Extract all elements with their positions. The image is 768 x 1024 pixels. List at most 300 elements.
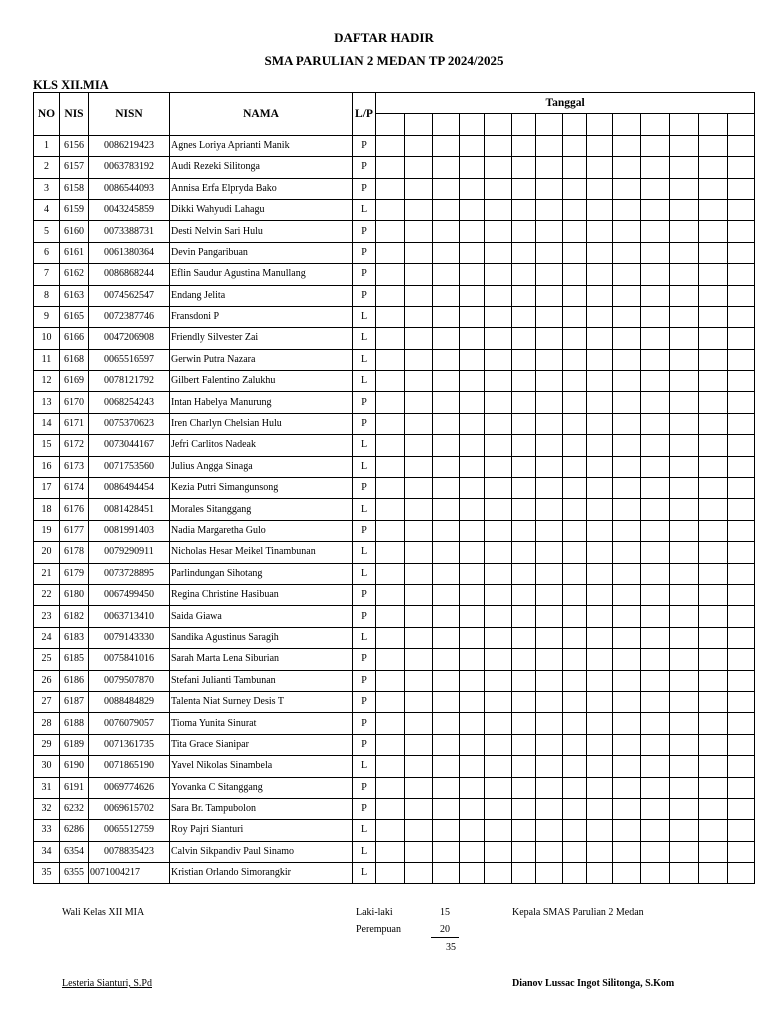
- attendance-cell: [485, 606, 512, 627]
- attendance-cell: [587, 798, 613, 819]
- attendance-cell: [699, 306, 728, 327]
- student-name: Yovanka C Sitanggang: [170, 777, 353, 798]
- attendance-cell: [460, 542, 485, 563]
- student-name: Intan Habelya Manurung: [170, 392, 353, 413]
- attendance-cell: [405, 841, 433, 862]
- attendance-cell: [641, 435, 670, 456]
- student-row: [34, 199, 755, 220]
- student-no: 17: [34, 478, 60, 499]
- attendance-cell: [512, 242, 536, 263]
- student-nis: 6165: [60, 306, 89, 327]
- attendance-cell: [613, 798, 641, 819]
- attendance-cell: [587, 178, 613, 199]
- attendance-cell: [433, 478, 460, 499]
- student-nisn: 0047206908: [89, 328, 170, 349]
- attendance-cell: [587, 756, 613, 777]
- total-count: 35: [446, 942, 456, 953]
- attendance-cell: [433, 563, 460, 584]
- attendance-cell: [460, 135, 485, 156]
- attendance-cell: [699, 499, 728, 520]
- student-nisn: 0061380364: [89, 242, 170, 263]
- attendance-cell: [728, 820, 755, 841]
- attendance-cell: [512, 606, 536, 627]
- attendance-cell: [641, 349, 670, 370]
- attendance-cell: [613, 820, 641, 841]
- student-nis: 6160: [60, 221, 89, 242]
- attendance-cell: [405, 713, 433, 734]
- attendance-cell: [485, 649, 512, 670]
- student-gender: L: [353, 499, 376, 520]
- attendance-cell: [641, 563, 670, 584]
- header-lp: L/P: [353, 93, 376, 136]
- student-name: Saida Giawa: [170, 606, 353, 627]
- student-row: [34, 777, 755, 798]
- attendance-cell: [699, 734, 728, 755]
- student-name: Agnes Loriya Aprianti Manik: [170, 135, 353, 156]
- attendance-cell: [536, 392, 563, 413]
- attendance-cell: [728, 285, 755, 306]
- attendance-cell: [613, 520, 641, 541]
- attendance-cell: [536, 135, 563, 156]
- attendance-cell: [670, 627, 699, 648]
- attendance-cell: [512, 563, 536, 584]
- attendance-cell: [613, 627, 641, 648]
- attendance-cell: [512, 499, 536, 520]
- attendance-cell: [613, 863, 641, 884]
- attendance-cell: [405, 670, 433, 691]
- attendance-cell: [405, 306, 433, 327]
- attendance-cell: [460, 456, 485, 477]
- attendance-cell: [536, 478, 563, 499]
- student-nisn: 0086868244: [89, 264, 170, 285]
- attendance-cell: [728, 328, 755, 349]
- student-row: [34, 221, 755, 242]
- student-nis: 6156: [60, 135, 89, 156]
- student-row: [34, 520, 755, 541]
- attendance-cell: [376, 221, 405, 242]
- student-nisn: 0072387746: [89, 306, 170, 327]
- laki-laki-label: Laki-laki: [356, 907, 393, 918]
- attendance-cell: [512, 178, 536, 199]
- attendance-cell: [485, 221, 512, 242]
- attendance-cell: [485, 285, 512, 306]
- attendance-cell: [536, 542, 563, 563]
- attendance-cell: [641, 199, 670, 220]
- student-nisn: 0071865190: [89, 756, 170, 777]
- attendance-cell: [641, 820, 670, 841]
- attendance-cell: [512, 221, 536, 242]
- attendance-cell: [460, 157, 485, 178]
- student-nis: 6161: [60, 242, 89, 263]
- attendance-cell: [613, 285, 641, 306]
- attendance-cell: [728, 863, 755, 884]
- attendance-cell: [433, 584, 460, 605]
- attendance-cell: [670, 135, 699, 156]
- attendance-cell: [587, 584, 613, 605]
- attendance-cell: [460, 328, 485, 349]
- student-no: 29: [34, 734, 60, 755]
- student-nis: 6171: [60, 413, 89, 434]
- student-name: Talenta Niat Surney Desis T: [170, 691, 353, 712]
- attendance-cell: [641, 520, 670, 541]
- attendance-cell: [512, 264, 536, 285]
- attendance-cell: [536, 691, 563, 712]
- attendance-cell: [512, 371, 536, 392]
- attendance-cell: [376, 563, 405, 584]
- attendance-cell: [460, 371, 485, 392]
- attendance-cell: [728, 392, 755, 413]
- student-no: 15: [34, 435, 60, 456]
- attendance-cell: [587, 627, 613, 648]
- attendance-cell: [433, 242, 460, 263]
- student-row: [34, 563, 755, 584]
- attendance-cell: [613, 264, 641, 285]
- attendance-cell: [376, 499, 405, 520]
- attendance-cell: [699, 798, 728, 819]
- attendance-cell: [670, 777, 699, 798]
- student-nis: 6191: [60, 777, 89, 798]
- student-row: [34, 798, 755, 819]
- attendance-cell: [641, 478, 670, 499]
- attendance-cell: [376, 199, 405, 220]
- attendance-cell: [670, 456, 699, 477]
- attendance-cell: [670, 328, 699, 349]
- sum-underline: [431, 937, 459, 938]
- student-nisn: 0079507870: [89, 670, 170, 691]
- attendance-cell: [563, 285, 587, 306]
- student-nis: 6190: [60, 756, 89, 777]
- attendance-cell: [405, 221, 433, 242]
- student-no: 8: [34, 285, 60, 306]
- attendance-cell: [613, 371, 641, 392]
- student-nisn: 0081991403: [89, 520, 170, 541]
- wali-kelas-label: Wali Kelas XII MIA: [62, 907, 145, 918]
- student-no: 2: [34, 157, 60, 178]
- attendance-cell: [376, 777, 405, 798]
- attendance-cell: [536, 371, 563, 392]
- attendance-cell: [699, 691, 728, 712]
- student-name: Roy Pajri Sianturi: [170, 820, 353, 841]
- attendance-cell: [512, 456, 536, 477]
- attendance-cell: [512, 841, 536, 862]
- attendance-cell: [460, 649, 485, 670]
- student-no: 28: [34, 713, 60, 734]
- student-no: 9: [34, 306, 60, 327]
- kepala-sekolah-label: Kepala SMAS Parulian 2 Medan: [512, 907, 644, 918]
- attendance-cell: [536, 413, 563, 434]
- student-row: [34, 649, 755, 670]
- attendance-cell: [376, 713, 405, 734]
- attendance-cell: [613, 734, 641, 755]
- attendance-cell: [376, 328, 405, 349]
- attendance-cell: [641, 285, 670, 306]
- student-nis: 6168: [60, 349, 89, 370]
- student-no: 23: [34, 606, 60, 627]
- attendance-cell: [641, 413, 670, 434]
- student-nis: 6187: [60, 691, 89, 712]
- attendance-cell: [728, 756, 755, 777]
- attendance-cell: [405, 798, 433, 819]
- attendance-cell: [536, 285, 563, 306]
- attendance-cell: [728, 606, 755, 627]
- attendance-cell: [670, 563, 699, 584]
- student-name: Jefri Carlitos Nadeak: [170, 435, 353, 456]
- student-nis: 6185: [60, 649, 89, 670]
- attendance-cell: [587, 820, 613, 841]
- attendance-cell: [376, 413, 405, 434]
- attendance-cell: [512, 584, 536, 605]
- attendance-cell: [699, 264, 728, 285]
- attendance-cell: [563, 713, 587, 734]
- student-row: [34, 285, 755, 306]
- student-gender: L: [353, 563, 376, 584]
- attendance-cell: [536, 221, 563, 242]
- attendance-cell: [587, 242, 613, 263]
- attendance-cell: [699, 221, 728, 242]
- student-nisn: 0065516597: [89, 349, 170, 370]
- attendance-cell: [728, 349, 755, 370]
- attendance-cell: [587, 264, 613, 285]
- student-name: Endang Jelita: [170, 285, 353, 306]
- attendance-cell: [536, 157, 563, 178]
- attendance-cell: [670, 670, 699, 691]
- attendance-cell: [376, 820, 405, 841]
- attendance-cell: [485, 264, 512, 285]
- student-name: Kezia Putri Simangunsong: [170, 478, 353, 499]
- attendance-cell: [728, 456, 755, 477]
- student-gender: L: [353, 199, 376, 220]
- attendance-cell: [485, 157, 512, 178]
- student-row: [34, 135, 755, 156]
- student-name: Iren Charlyn Chelsian Hulu: [170, 413, 353, 434]
- attendance-cell: [699, 328, 728, 349]
- attendance-cell: [512, 798, 536, 819]
- attendance-cell: [728, 627, 755, 648]
- attendance-cell: [485, 242, 512, 263]
- student-name: Morales Sitanggang: [170, 499, 353, 520]
- attendance-cell: [563, 670, 587, 691]
- attendance-cell: [485, 584, 512, 605]
- attendance-cell: [433, 264, 460, 285]
- date-cell: [563, 114, 587, 135]
- date-cell: [376, 114, 405, 135]
- attendance-cell: [512, 413, 536, 434]
- wali-kelas-name: Lesteria Sianturi, S.Pd: [62, 978, 152, 989]
- student-nisn: 0065512759: [89, 820, 170, 841]
- attendance-cell: [641, 734, 670, 755]
- date-cell: [433, 114, 460, 135]
- attendance-cell: [485, 756, 512, 777]
- student-nisn: 0088484829: [89, 691, 170, 712]
- attendance-cell: [485, 349, 512, 370]
- attendance-cell: [728, 499, 755, 520]
- attendance-cell: [460, 798, 485, 819]
- student-nis: 6162: [60, 264, 89, 285]
- attendance-cell: [641, 392, 670, 413]
- attendance-cell: [563, 371, 587, 392]
- student-gender: L: [353, 306, 376, 327]
- attendance-cell: [512, 349, 536, 370]
- date-cell: [641, 114, 670, 135]
- student-gender: P: [353, 606, 376, 627]
- attendance-cell: [376, 863, 405, 884]
- attendance-cell: [485, 435, 512, 456]
- attendance-cell: [613, 306, 641, 327]
- attendance-cell: [460, 563, 485, 584]
- student-row: [34, 841, 755, 862]
- attendance-cell: [587, 456, 613, 477]
- attendance-cell: [563, 135, 587, 156]
- attendance-cell: [563, 691, 587, 712]
- attendance-cell: [613, 349, 641, 370]
- attendance-cell: [460, 841, 485, 862]
- student-nisn: 0079143330: [89, 627, 170, 648]
- attendance-cell: [613, 435, 641, 456]
- student-nis: 6186: [60, 670, 89, 691]
- attendance-cell: [699, 242, 728, 263]
- attendance-cell: [376, 178, 405, 199]
- student-gender: L: [353, 435, 376, 456]
- student-row: [34, 328, 755, 349]
- attendance-cell: [405, 135, 433, 156]
- attendance-cell: [536, 863, 563, 884]
- student-no: 32: [34, 798, 60, 819]
- student-row: [34, 606, 755, 627]
- student-no: 33: [34, 820, 60, 841]
- student-gender: P: [353, 221, 376, 242]
- attendance-cell: [670, 221, 699, 242]
- attendance-cell: [699, 713, 728, 734]
- student-nis: 6182: [60, 606, 89, 627]
- attendance-cell: [536, 456, 563, 477]
- attendance-cell: [512, 478, 536, 499]
- attendance-cell: [512, 435, 536, 456]
- student-nis: 6159: [60, 199, 89, 220]
- student-nis: 6169: [60, 371, 89, 392]
- attendance-cell: [728, 178, 755, 199]
- student-nisn: 0086544093: [89, 178, 170, 199]
- student-nisn: 0063713410: [89, 606, 170, 627]
- student-gender: P: [353, 520, 376, 541]
- student-nis: 6188: [60, 713, 89, 734]
- student-nisn: 0063783192: [89, 157, 170, 178]
- attendance-cell: [699, 478, 728, 499]
- attendance-cell: [563, 435, 587, 456]
- student-nis: 6179: [60, 563, 89, 584]
- attendance-cell: [376, 756, 405, 777]
- attendance-cell: [460, 670, 485, 691]
- attendance-cell: [376, 520, 405, 541]
- student-gender: P: [353, 413, 376, 434]
- date-cell: [699, 114, 728, 135]
- student-no: 21: [34, 563, 60, 584]
- attendance-cell: [670, 349, 699, 370]
- student-nisn: 0079290911: [89, 542, 170, 563]
- student-name: Dikki Wahyudi Lahagu: [170, 199, 353, 220]
- attendance-cell: [460, 478, 485, 499]
- attendance-cell: [641, 542, 670, 563]
- attendance-cell: [563, 199, 587, 220]
- kepala-sekolah-name: Dianov Lussac Ingot Silitonga, S.Kom: [512, 978, 675, 989]
- student-row: [34, 542, 755, 563]
- attendance-cell: [613, 456, 641, 477]
- student-gender: P: [353, 157, 376, 178]
- student-gender: P: [353, 777, 376, 798]
- attendance-cell: [376, 798, 405, 819]
- attendance-cell: [670, 542, 699, 563]
- attendance-cell: [728, 798, 755, 819]
- attendance-cell: [563, 157, 587, 178]
- attendance-cell: [536, 713, 563, 734]
- attendance-cell: [587, 199, 613, 220]
- attendance-cell: [512, 627, 536, 648]
- student-nisn: 0086219423: [89, 135, 170, 156]
- attendance-cell: [728, 777, 755, 798]
- attendance-cell: [536, 199, 563, 220]
- attendance-cell: [587, 499, 613, 520]
- student-name: Parlindungan Sihotang: [170, 563, 353, 584]
- student-nisn: 0071361735: [89, 734, 170, 755]
- attendance-cell: [485, 456, 512, 477]
- student-nisn: 0069774626: [89, 777, 170, 798]
- attendance-cell: [405, 157, 433, 178]
- attendance-cell: [699, 435, 728, 456]
- student-gender: P: [353, 713, 376, 734]
- attendance-cell: [641, 713, 670, 734]
- student-gender: P: [353, 734, 376, 755]
- student-no: 14: [34, 413, 60, 434]
- attendance-cell: [563, 392, 587, 413]
- student-nisn: 0073044167: [89, 435, 170, 456]
- attendance-cell: [699, 563, 728, 584]
- student-name: Calvin Sikpandiv Paul Sinamo: [170, 841, 353, 862]
- date-cell: [460, 114, 485, 135]
- attendance-cell: [587, 863, 613, 884]
- header-nama: NAMA: [170, 93, 353, 136]
- attendance-cell: [485, 777, 512, 798]
- attendance-cell: [563, 584, 587, 605]
- attendance-cell: [485, 542, 512, 563]
- attendance-cell: [728, 563, 755, 584]
- attendance-cell: [670, 499, 699, 520]
- student-no: 13: [34, 392, 60, 413]
- attendance-cell: [536, 627, 563, 648]
- attendance-cell: [405, 371, 433, 392]
- attendance-cell: [613, 713, 641, 734]
- attendance-cell: [587, 649, 613, 670]
- student-no: 5: [34, 221, 60, 242]
- date-cell: [405, 114, 433, 135]
- student-name: Tita Grace Sianipar: [170, 734, 353, 755]
- attendance-cell: [433, 285, 460, 306]
- attendance-cell: [376, 606, 405, 627]
- attendance-cell: [433, 135, 460, 156]
- student-row: [34, 734, 755, 755]
- student-no: 31: [34, 777, 60, 798]
- attendance-cell: [512, 691, 536, 712]
- attendance-cell: [563, 520, 587, 541]
- attendance-cell: [670, 157, 699, 178]
- attendance-cell: [699, 413, 728, 434]
- student-name: Annisa Erfa Elpryda Bako: [170, 178, 353, 199]
- attendance-cell: [485, 178, 512, 199]
- attendance-cell: [405, 285, 433, 306]
- student-row: [34, 306, 755, 327]
- attendance-cell: [728, 157, 755, 178]
- attendance-cell: [641, 178, 670, 199]
- attendance-cell: [460, 499, 485, 520]
- attendance-cell: [728, 478, 755, 499]
